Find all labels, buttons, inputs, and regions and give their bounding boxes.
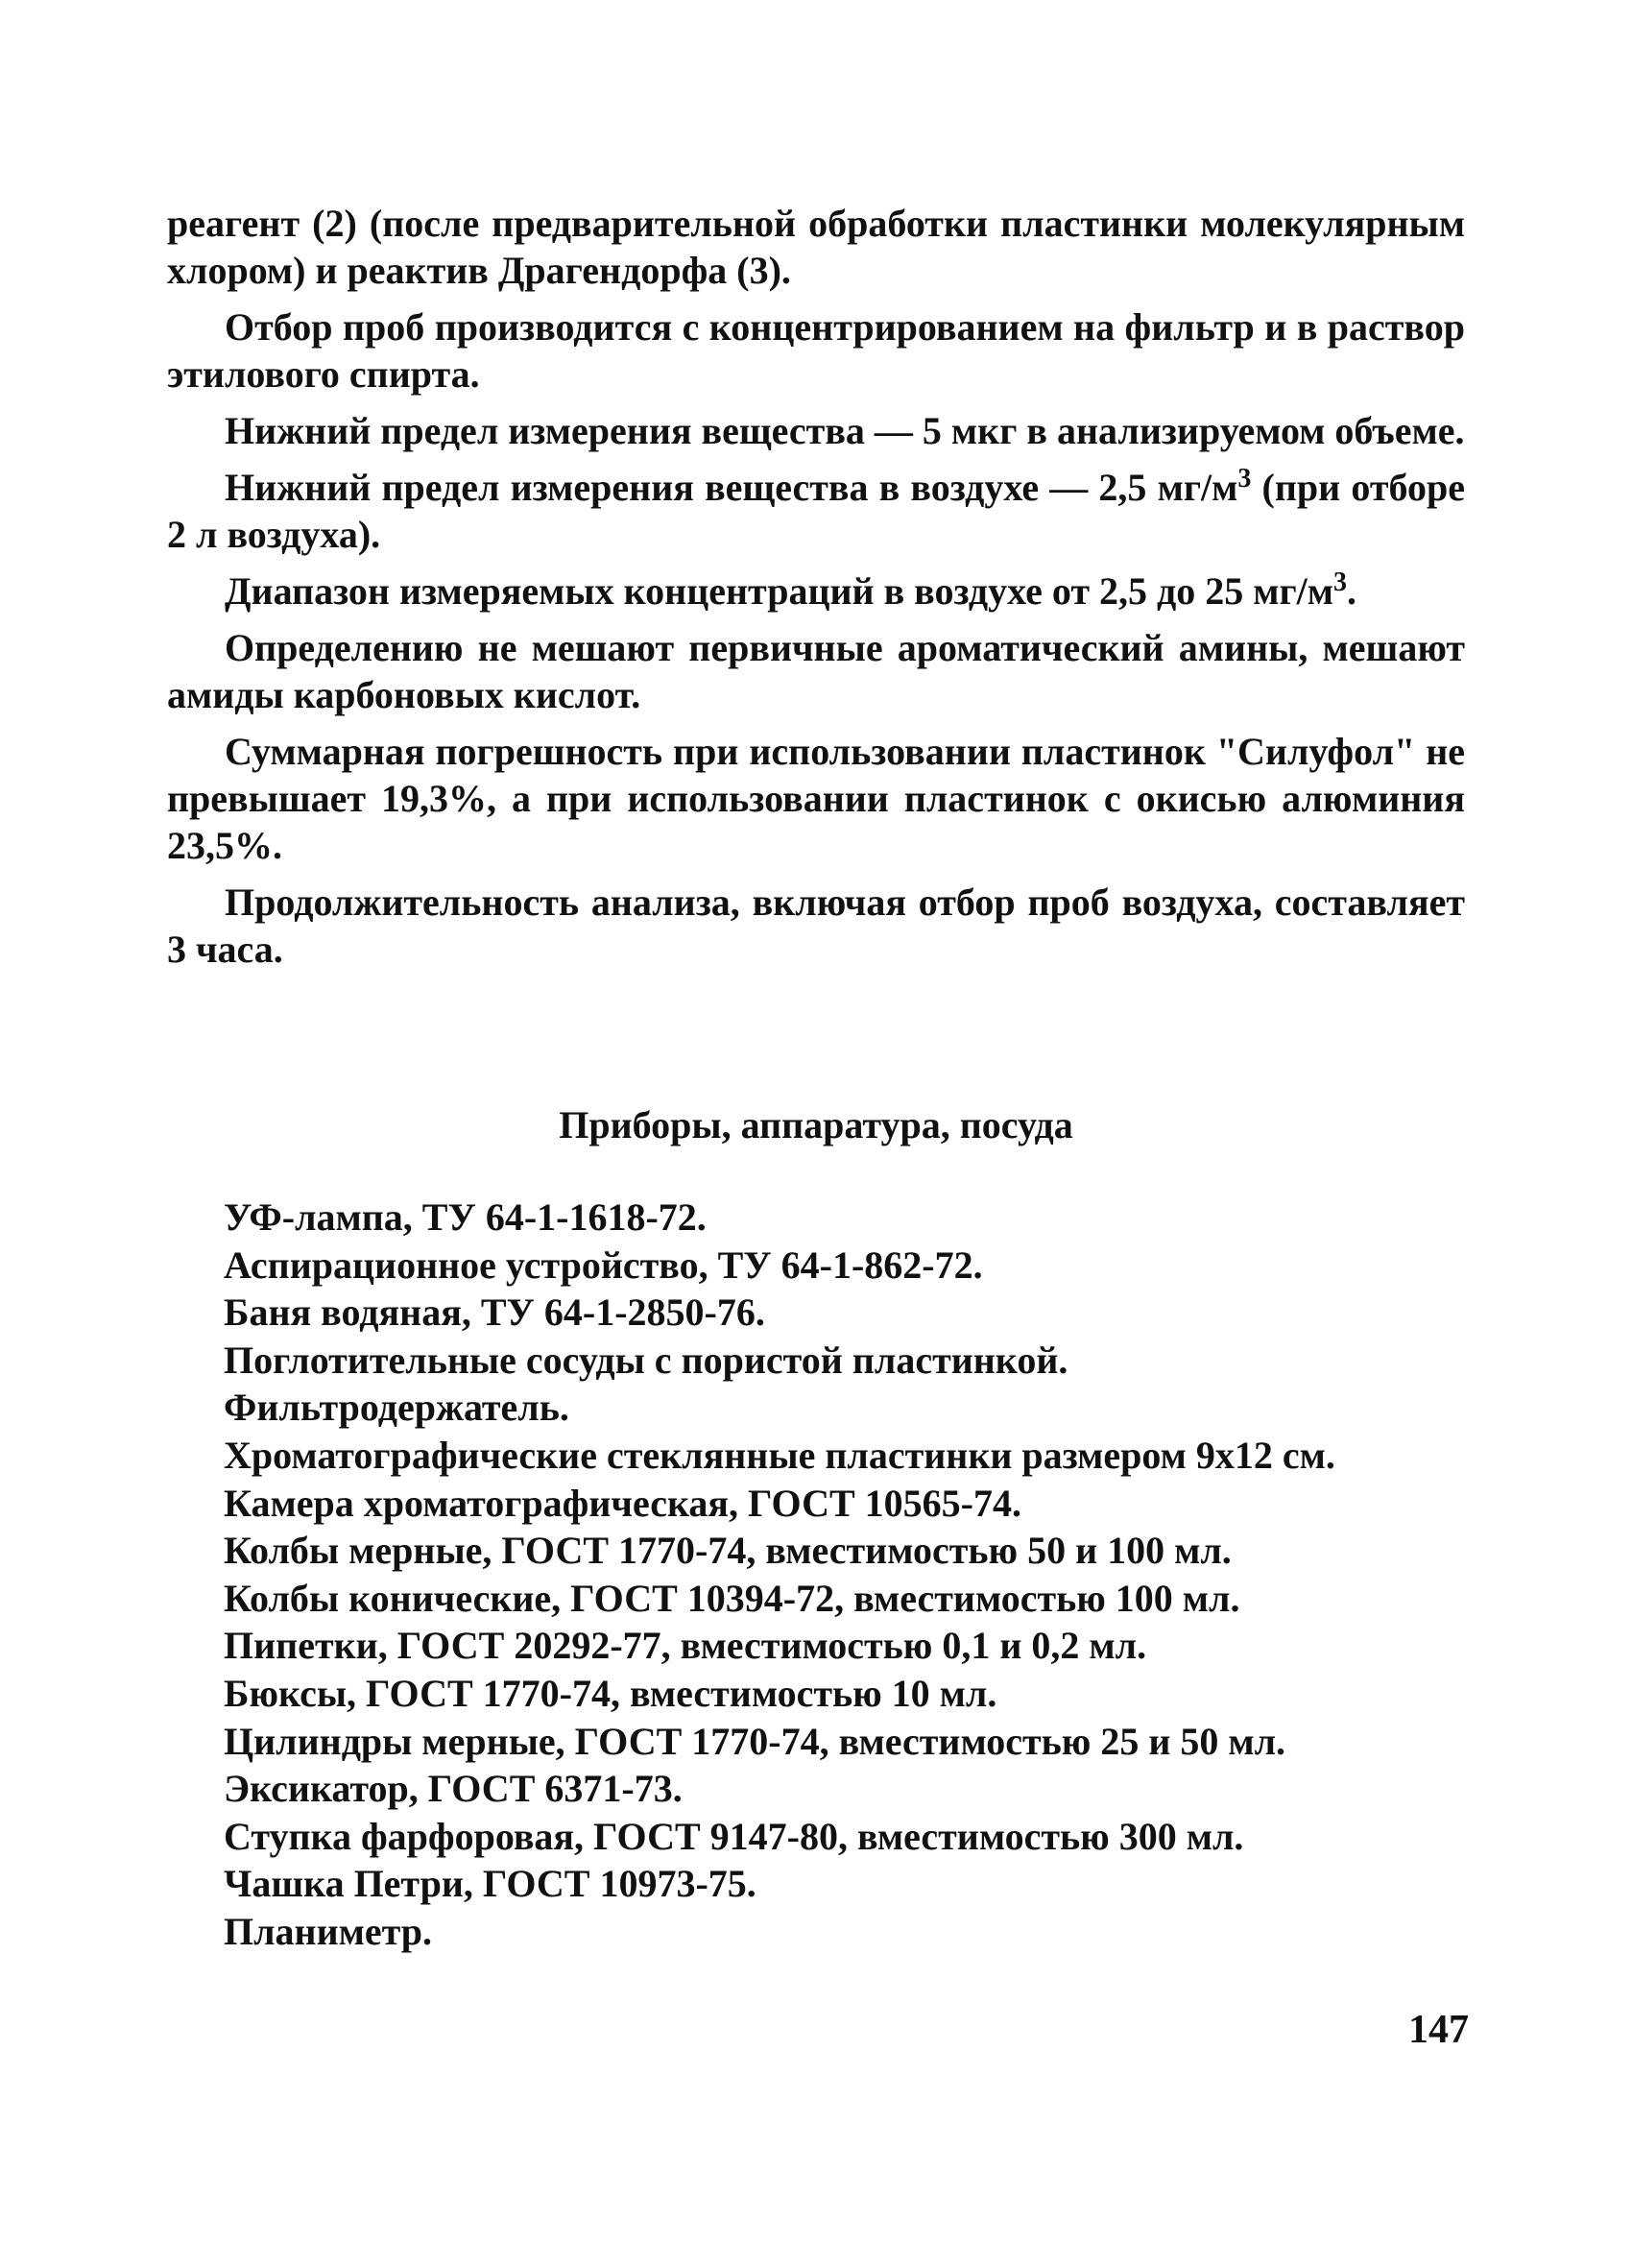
paragraph-reagent: реагент (2) (после предварительной обработки пластинки молекулярным хлором) и реактив Драгендорфа (3). [167, 202, 1465, 292]
list-item: Планиметр. [224, 1909, 433, 1953]
equipment-list [224, 1194, 1472, 1956]
list-item: Аспирационное устройство, ТУ 64-1-862-72. [224, 1243, 983, 1287]
list-item: Поглотительные сосуды с пористой пластинкой. [224, 1338, 1068, 1382]
paragraph-error: Суммарная погрешность при использовании пластинок "Силуфол" не превышает 19,3%, а при использовании пластинок с окисью алюминия 23,5%. [167, 730, 1465, 867]
list-item: Ступка фарфоровая, ГОСТ 9147-80, вместимостью 300 мл. [224, 1814, 1244, 1858]
list-item: УФ-лампа, ТУ 64-1-1618-72. [224, 1195, 707, 1239]
paragraph-lower-limit-sample: Нижний предел измерения вещества — 5 мкг в анализируемом объеме. [225, 409, 1465, 452]
section-heading: Приборы, аппаратура, посуда [559, 1103, 1073, 1146]
list-item: Баня водяная, ТУ 64-1-2850-76. [224, 1291, 765, 1335]
list-item: Эксикатор, ГОСТ 6371-73. [224, 1767, 683, 1811]
paragraph-duration: Продолжительность анализа, включая отбор проб воздуха, составляет 3 часа. [167, 881, 1465, 971]
lower-limit-air-tail: (при отборе 2 л воздуха). [167, 466, 1465, 556]
list-item: Колбы конические, ГОСТ 10394-72, вместимостью 100 мл. [224, 1576, 1240, 1620]
page-number: 147 [1408, 2008, 1469, 2052]
superscript-3: 3 [1332, 567, 1347, 597]
superscript-3: 3 [1237, 464, 1252, 494]
list-item: Пипетки, ГОСТ 20292-77, вместимостью 0,1 и 0,2 мл. [224, 1624, 1147, 1668]
lower-limit-air-text: Нижний предел измерения вещества в воздухе — 2,5 мг/м [225, 466, 1238, 509]
list-item: Чашка Петри, ГОСТ 10973-75. [224, 1862, 756, 1906]
list-item: Фильтродержатель. [224, 1386, 569, 1430]
paragraph-interference: Определению не мешают первичные ароматический амины, мешают амиды карбоновых кислот. [167, 626, 1465, 716]
paragraph-range [167, 567, 1465, 615]
list-item: Камера хроматографическая, ГОСТ 10565-74. [224, 1481, 1021, 1525]
list-item: Цилиндры мерные, ГОСТ 1770-74, вместимостью 25 и 50 мл. [224, 1719, 1286, 1763]
list-item: Бюксы, ГОСТ 1770-74, вместимостью 10 мл. [224, 1671, 997, 1715]
paragraph-sampling: Отбор проб производится с концентрированием на фильтр и в раствор этилового спирта. [167, 305, 1465, 396]
list-item: Колбы мерные, ГОСТ 1770-74, вместимостью 50 и 100 мл. [224, 1529, 1232, 1573]
range-tail: . [1346, 569, 1356, 613]
paragraph-lower-limit-air [167, 464, 1465, 558]
list-item: Хроматографические стеклянные пластинки размером 9x12 см. [224, 1433, 1335, 1477]
body-text [167, 200, 1465, 982]
range-text: Диапазон измеряемых концентраций в воздухе от 2,5 до 25 мг/м [225, 569, 1333, 613]
